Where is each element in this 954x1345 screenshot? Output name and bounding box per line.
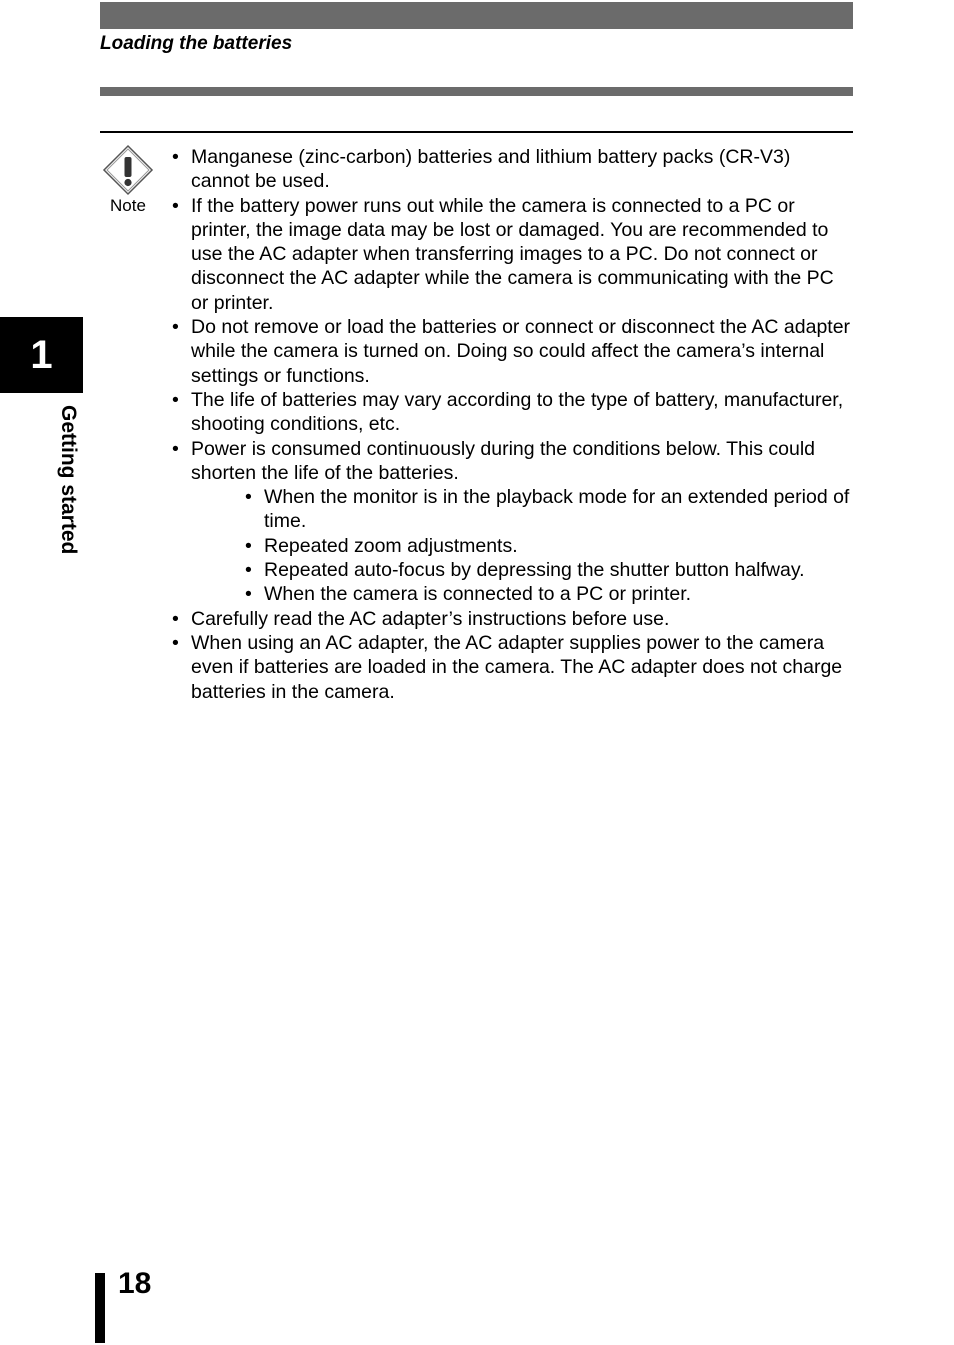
header-rule: [100, 87, 853, 96]
header-top-bar: [100, 2, 853, 29]
warning-icon: [102, 144, 154, 196]
list-item: [172, 388, 854, 437]
bullet: •: [172, 437, 179, 460]
list-item: [172, 631, 854, 704]
section-title: Loading the batteries: [100, 33, 293, 54]
bullet: •: [172, 607, 179, 630]
list-item-text: Power is consumed continuously during the conditions below. This could shorten the life of the batteries.: [191, 437, 815, 484]
list-item: [172, 437, 854, 607]
list-item-text: When using an AC adapter, the AC adapter supplies power to the camera even if batteries are loaded in the camera. The AC adapter does not charge batteries in the camera.: [191, 631, 843, 703]
sub-list-item-text: Repeated zoom adjustments.: [264, 534, 518, 557]
chapter-tab: 1: [0, 317, 83, 393]
bullet: •: [245, 583, 252, 606]
sub-list: [191, 485, 854, 606]
list-item-text: The life of batteries may vary according to the type of battery, manufacturer, shooting conditions, etc.: [191, 388, 844, 436]
bullet: •: [172, 316, 179, 339]
bullet: •: [172, 194, 179, 217]
note-list: [172, 145, 854, 704]
sub-list-item-text: Repeated auto-focus by depressing the shutter button halfway.: [264, 559, 805, 582]
bullet: •: [172, 388, 179, 411]
list-item: [172, 607, 854, 631]
sub-list-item: [245, 485, 854, 534]
bullet: •: [245, 486, 252, 509]
sub-list-item-text: When the camera is connected to a PC or printer.: [264, 583, 692, 606]
bullet: •: [245, 534, 252, 557]
note-top-rule: [100, 131, 853, 133]
list-item: [172, 194, 854, 315]
note-label: Note: [110, 196, 146, 215]
sub-list-item-text: When the monitor is in the playback mode for an extended period of time.: [264, 486, 850, 533]
list-item-text: Manganese (zinc-carbon) batteries and lithium battery packs (CR-V3) cannot be used.: [191, 146, 791, 193]
sub-list-item: [245, 582, 854, 606]
chapter-name: Getting started: [57, 405, 80, 555]
list-item-text: Carefully read the AC adapter’s instructions before use.: [191, 607, 670, 630]
bullet: •: [245, 559, 252, 582]
bullet: •: [172, 146, 179, 168]
page-number: 18: [118, 1267, 152, 1300]
sub-list-item: [245, 558, 854, 582]
list-item-text: If the battery power runs out while the camera is connected to a PC or printer, the image data may be lost or damaged. You are recommended to use the AC adapter when transferring images to a PC. Do not connect or disconnect the AC adapter while the camera is communicating with the PC or printer.: [191, 194, 834, 314]
list-item: [172, 315, 854, 388]
sub-list-item: [245, 534, 854, 558]
list-item-text: Do not remove or load the batteries or connect or disconnect the AC adapter while the camera is turned on. Doing so could affect the camera’s internal settings or functions.: [191, 316, 851, 387]
bullet: •: [172, 631, 179, 654]
page-number-bar: [95, 1273, 105, 1343]
list-item: [172, 145, 854, 194]
